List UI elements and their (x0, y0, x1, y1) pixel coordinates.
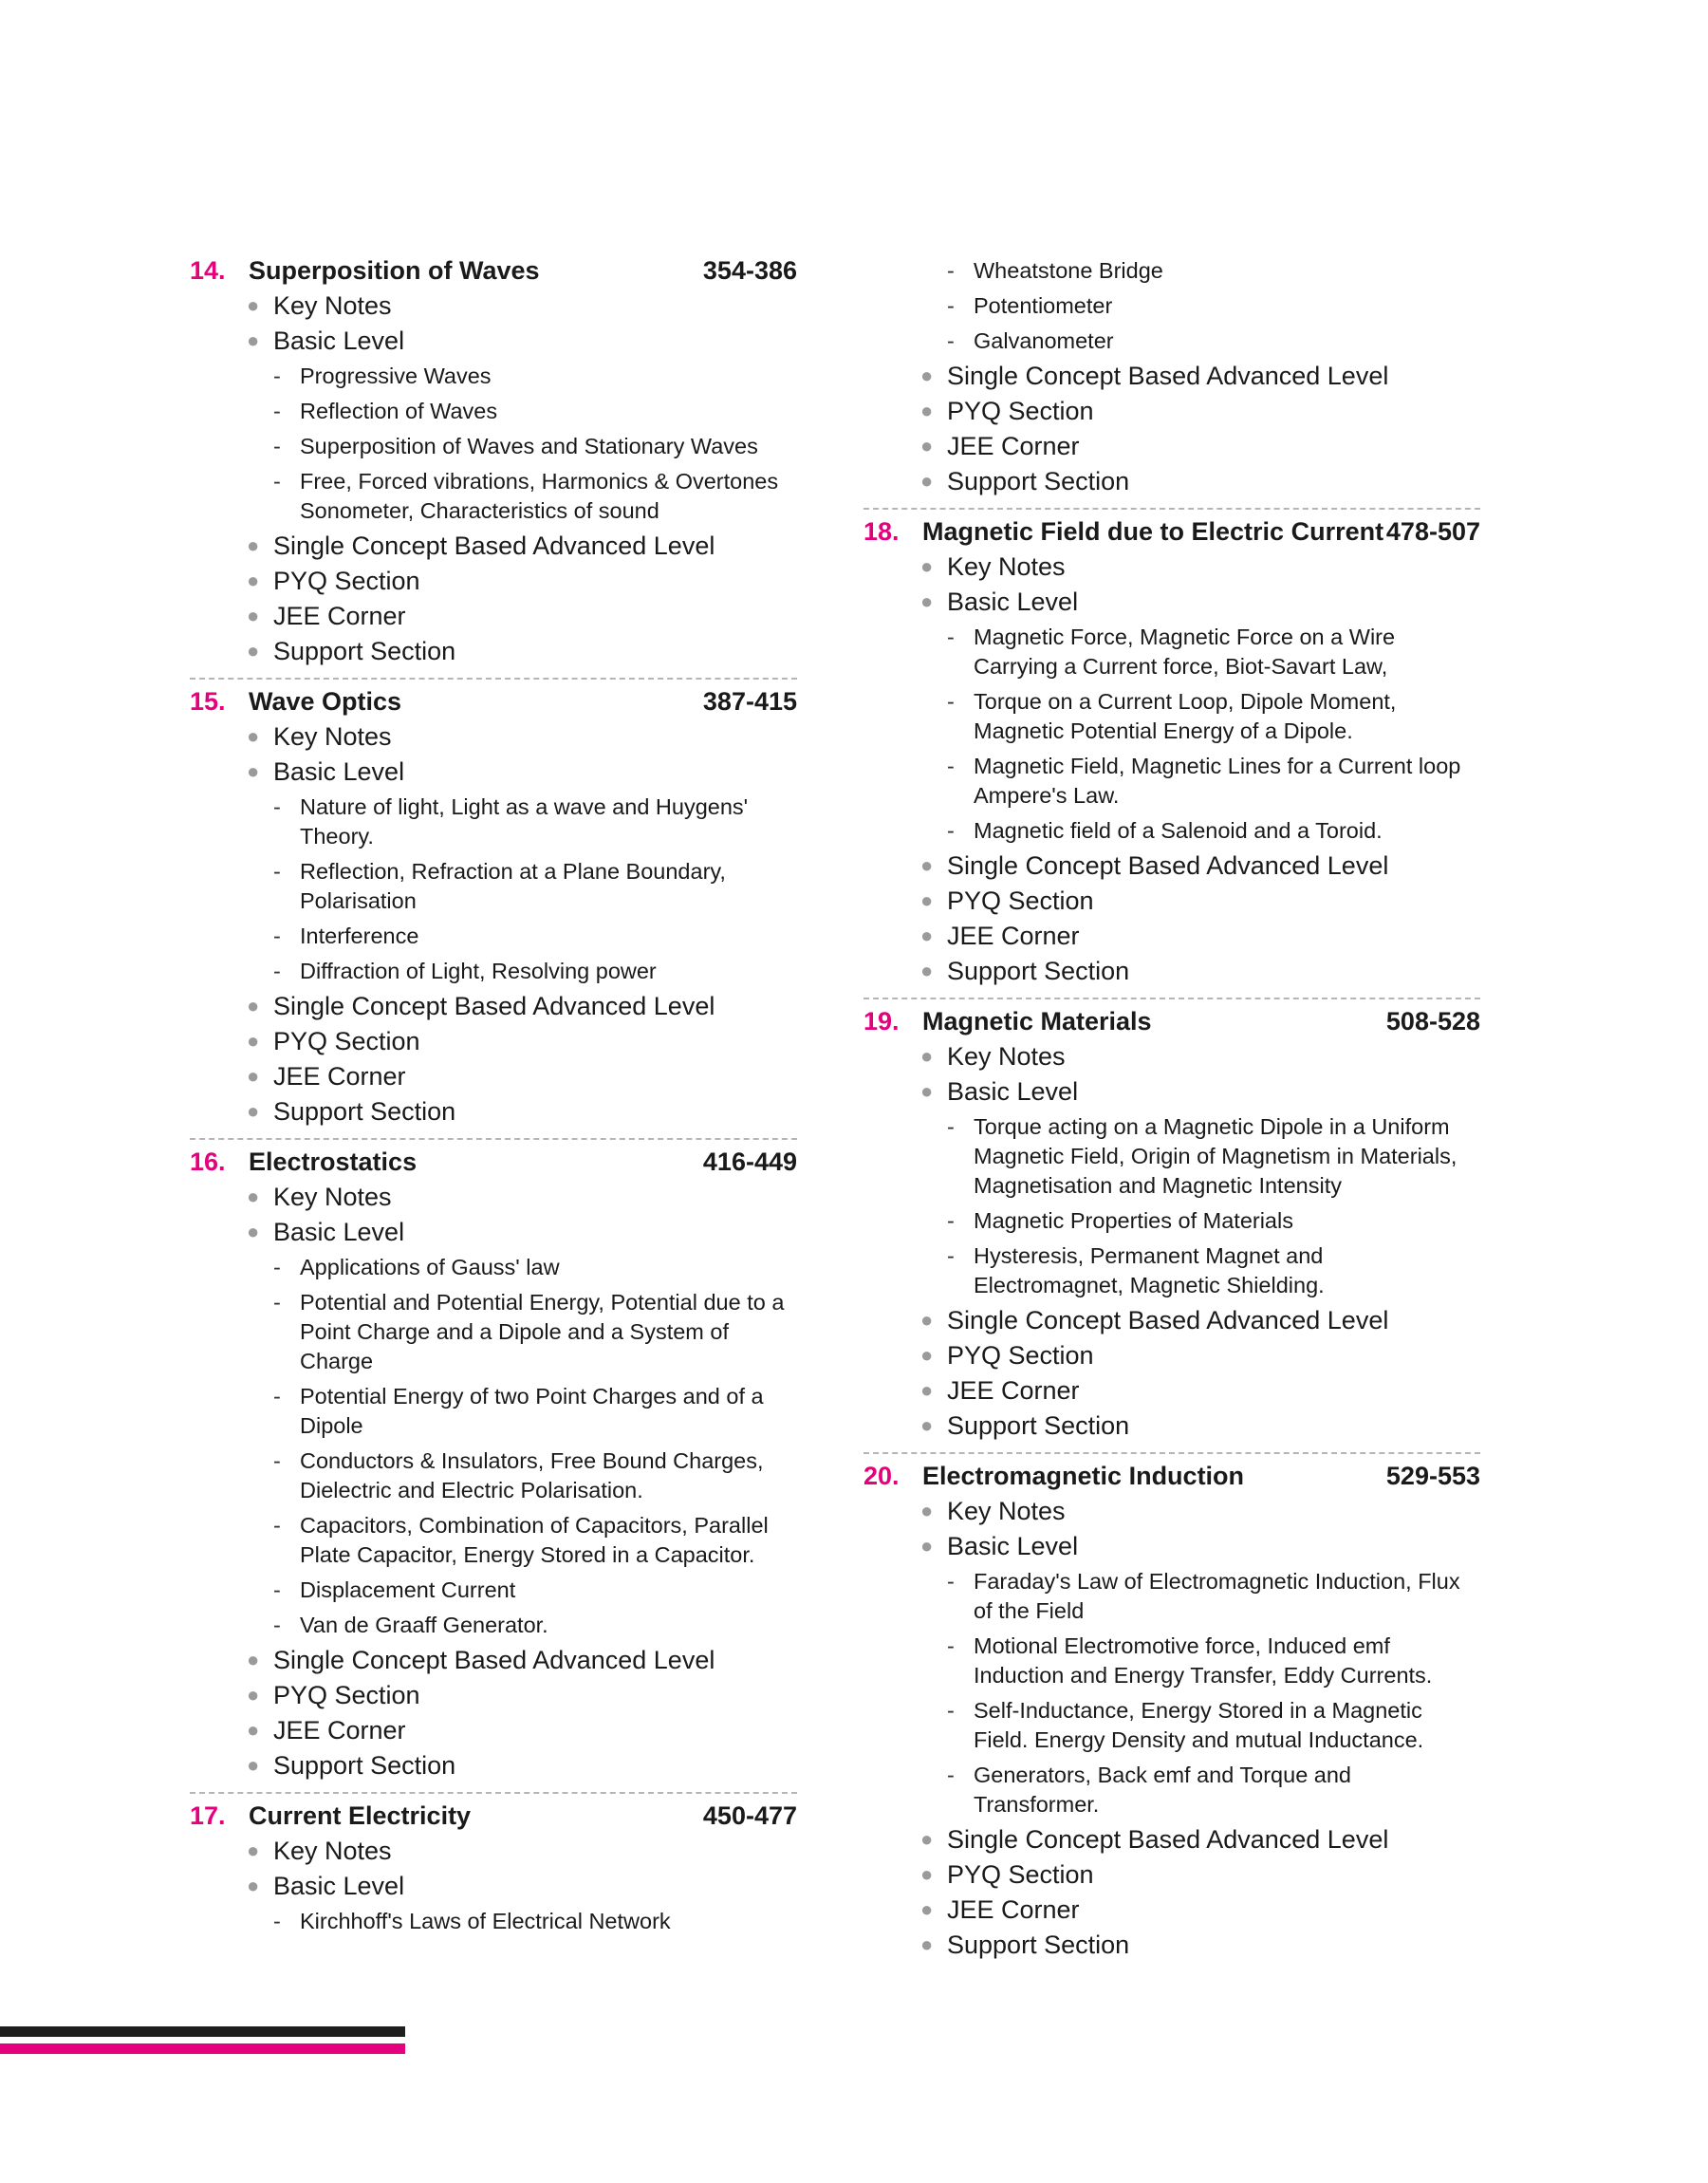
sub-topic-list (247, 1907, 797, 1936)
bullet-item (920, 1895, 1480, 1931)
sub-topic (273, 432, 797, 461)
bullet-label: Support Section (273, 1097, 456, 1126)
bullet-label: Key Notes (947, 1497, 1066, 1525)
chapter-items (863, 552, 1480, 992)
bullet-dot-icon: ● (920, 1079, 934, 1103)
bullet-item (920, 1376, 1480, 1411)
bullet-item (920, 1532, 1480, 1567)
bullet-dot-icon: ● (247, 1099, 260, 1123)
bullet-item (920, 1411, 1480, 1446)
sub-topic (273, 1253, 797, 1282)
bullet-label: PYQ Section (273, 1681, 420, 1709)
dash-marker: - (273, 1577, 281, 1602)
sub-topic (273, 467, 797, 526)
chapter-title: Electromagnetic Induction (922, 1462, 1245, 1490)
sub-topic (947, 256, 1480, 286)
sub-topic (947, 623, 1480, 681)
bullet-label: Basic Level (947, 588, 1079, 616)
sub-topic-label: Displacement Current (300, 1577, 516, 1602)
sub-topic (273, 1611, 797, 1640)
bullet-label: Single Concept Based Advanced Level (947, 362, 1389, 390)
sub-topic-label: Motional Electromotive force, Induced emf Induction and Energy Transfer, Eddy Currents. (974, 1633, 1433, 1688)
chapter-title: Superposition of Waves (249, 256, 540, 285)
bullet-item (247, 1097, 797, 1132)
sub-topic-label: Conductors & Insulators, Free Bound Charges, Dielectric and Electric Polarisation. (300, 1448, 764, 1502)
bullet-item (920, 851, 1480, 886)
bullet-label: Support Section (947, 957, 1130, 985)
sub-topic (273, 1907, 797, 1936)
bullet-label: Basic Level (273, 757, 405, 786)
bullet-dot-icon: ● (920, 1827, 934, 1851)
bullet-dot-icon: ● (247, 533, 260, 557)
bullet-label: Single Concept Based Advanced Level (947, 1306, 1389, 1334)
bullet-label: Key Notes (273, 1183, 392, 1211)
sub-topic (273, 793, 797, 851)
sub-topic (947, 1632, 1480, 1690)
sub-topic (947, 816, 1480, 846)
dash-marker: - (947, 625, 955, 649)
sub-topic-label: Torque on a Current Loop, Dipole Moment, Magnetic Potential Energy of a Dipole. (974, 689, 1397, 743)
bullet-item (920, 1042, 1480, 1077)
sub-topic-label: Nature of light, Light as a wave and Huygens' Theory. (300, 794, 749, 849)
bullet-dot-icon: ● (247, 1683, 260, 1707)
bullet-item (920, 1497, 1480, 1532)
dash-marker: - (273, 1448, 281, 1473)
dash-marker: - (947, 1569, 955, 1594)
chapter-entry (863, 998, 1480, 1446)
sub-topic-label: Capacitors, Combination of Capacitors, Parallel Plate Capacitor, Energy Stored in a Capacitor. (300, 1513, 769, 1567)
dash-marker: - (947, 689, 955, 714)
dash-marker: - (947, 1763, 955, 1787)
dash-marker: - (273, 924, 281, 948)
bullet-item (920, 1931, 1480, 1966)
sub-topic-label: Van de Graaff Generator. (300, 1613, 548, 1637)
sub-topic (273, 397, 797, 426)
bullet-label: JEE Corner (947, 922, 1080, 950)
sub-topic (947, 1696, 1480, 1755)
bullet-dot-icon: ● (920, 1044, 934, 1068)
bullet-dot-icon: ● (920, 399, 934, 422)
dash-marker: - (947, 328, 955, 353)
bullet-dot-icon: ● (920, 888, 934, 912)
bullet-dot-icon: ● (247, 1185, 260, 1208)
bullet-dot-icon: ● (920, 1897, 934, 1921)
bullet-label: Basic Level (947, 1077, 1079, 1106)
bullet-dot-icon: ● (247, 1064, 260, 1088)
bullet-dot-icon: ● (247, 569, 260, 592)
bullet-label: Single Concept Based Advanced Level (947, 851, 1389, 880)
chapter-heading (190, 1801, 797, 1837)
sub-topic (273, 1382, 797, 1441)
dash-marker: - (947, 1114, 955, 1139)
chapter-items (190, 1837, 797, 1936)
bullet-item (247, 1837, 797, 1872)
sub-topic-label: Free, Forced vibrations, Harmonics & Overtones Sonometer, Characteristics of sound (300, 469, 779, 523)
bullet-dot-icon: ● (920, 924, 934, 947)
chapter-number: 20. (863, 1462, 900, 1490)
bullet-item (247, 722, 797, 757)
bullet-label: Key Notes (273, 1837, 392, 1865)
dash-marker: - (273, 1290, 281, 1315)
bullet-label: Key Notes (947, 552, 1066, 581)
bullet-label: Basic Level (947, 1532, 1079, 1560)
sub-topic-label: Reflection of Waves (300, 399, 498, 423)
chapter-title: Current Electricity (249, 1801, 472, 1830)
chapter-title: Electrostatics (249, 1147, 418, 1176)
bullet-dot-icon: ● (247, 994, 260, 1017)
bullet-item (920, 467, 1480, 502)
bullet-label: Support Section (947, 1931, 1130, 1959)
bullet-item (920, 1341, 1480, 1376)
bullet-label: JEE Corner (947, 432, 1080, 460)
sub-topic (273, 922, 797, 951)
sub-topic (947, 1567, 1480, 1626)
sub-topic-label: Magnetic Force, Magnetic Force on a Wire Carrying a Current force, Biot-Savart Law, (974, 625, 1396, 679)
bullet-item (247, 637, 797, 672)
bullet-item (920, 1860, 1480, 1895)
bullet-label: Single Concept Based Advanced Level (273, 532, 715, 560)
chapter-number: 14. (190, 256, 226, 285)
chapter-heading (190, 256, 797, 291)
bullet-item (247, 327, 797, 362)
bullet-dot-icon: ● (920, 589, 934, 613)
chapter-heading (863, 1007, 1480, 1042)
bullet-item (247, 1183, 797, 1218)
sub-topic (947, 1241, 1480, 1300)
bullet-item (247, 1062, 797, 1097)
dash-marker: - (273, 959, 281, 983)
chapter-heading (190, 1147, 797, 1183)
chapter-continuation (863, 256, 1480, 502)
bullet-label: Basic Level (273, 327, 405, 355)
chapter-title: Magnetic Materials (922, 1007, 1152, 1036)
bullet-label: PYQ Section (947, 397, 1094, 425)
dash-marker: - (273, 1613, 281, 1637)
sub-topic-list (920, 1112, 1480, 1300)
bullet-label: JEE Corner (947, 1376, 1080, 1405)
bullet-label: PYQ Section (947, 886, 1094, 915)
sub-topic-label: Potential and Potential Energy, Potential due to a Point Charge and a Dipole and a System of Charge (300, 1290, 785, 1373)
chapter-pages: 529-553 (1385, 1462, 1480, 1490)
dash-marker: - (273, 1255, 281, 1279)
chapter-pages: 354-386 (702, 256, 797, 285)
sub-topic-label: Wheatstone Bridge (974, 258, 1163, 283)
sub-topic (273, 362, 797, 391)
bullet-item (920, 362, 1480, 397)
sub-topic (273, 1446, 797, 1505)
sub-topic-label: Magnetic Properties of Materials (974, 1208, 1293, 1233)
chapter-entry (190, 256, 797, 672)
bullet-item (920, 922, 1480, 957)
dash-marker: - (947, 293, 955, 318)
chapter-items (863, 1042, 1480, 1446)
dash-marker: - (947, 1243, 955, 1268)
bullet-dot-icon: ● (920, 959, 934, 982)
bullet-dot-icon: ● (920, 1499, 934, 1522)
bullet-item (920, 552, 1480, 588)
sub-topic-label: Potentiometer (974, 293, 1113, 318)
sub-topic (273, 1288, 797, 1376)
sub-topic-list (247, 1253, 797, 1640)
bullet-dot-icon: ● (247, 1718, 260, 1742)
bullet-dot-icon: ● (247, 1220, 260, 1243)
bullet-item (920, 588, 1480, 623)
chapter-pages: 478-507 (1385, 517, 1480, 546)
bullet-dot-icon: ● (247, 293, 260, 317)
sub-topic-label: Generators, Back emf and Torque and Transformer. (974, 1763, 1351, 1817)
sub-topic-label: Superposition of Waves and Stationary Waves (300, 434, 758, 458)
bullet-item (247, 1646, 797, 1681)
sub-topic-list (920, 623, 1480, 846)
sub-topic-list (247, 793, 797, 986)
sub-topic-label: Diffraction of Light, Resolving power (300, 959, 657, 983)
chapter-pages: 450-477 (702, 1801, 797, 1830)
bullet-item (247, 532, 797, 567)
dash-marker: - (273, 364, 281, 388)
dash-marker: - (273, 469, 281, 494)
bullet-item (247, 567, 797, 602)
sub-topic (273, 1576, 797, 1605)
bullet-dot-icon: ● (920, 853, 934, 877)
bullet-dot-icon: ● (247, 604, 260, 627)
sub-topic (273, 1511, 797, 1570)
dash-marker: - (947, 1208, 955, 1233)
dash-marker: - (273, 1909, 281, 1933)
bullet-item (247, 1218, 797, 1253)
bullet-dot-icon: ● (247, 1753, 260, 1777)
bullet-label: Single Concept Based Advanced Level (273, 1646, 715, 1674)
bullet-label: PYQ Section (273, 567, 420, 595)
chapter-items (190, 1183, 797, 1786)
chapter-entry (190, 678, 797, 1132)
bullet-item (920, 957, 1480, 992)
dash-marker: - (273, 859, 281, 884)
sub-topic-label: Magnetic Field, Magnetic Lines for a Current loop Ampere's Law. (974, 754, 1461, 808)
sub-topic-label: Reflection, Refraction at a Plane Boundary, Polarisation (300, 859, 726, 913)
bullet-item (920, 1077, 1480, 1112)
sub-topic-label: Galvanometer (974, 328, 1114, 353)
bullet-dot-icon: ● (920, 434, 934, 457)
bullet-dot-icon: ● (920, 1932, 934, 1956)
bullet-dot-icon: ● (920, 1343, 934, 1367)
chapter-items (863, 362, 1480, 502)
sub-topic-label: Potential Energy of two Point Charges and of a Dipole (300, 1384, 764, 1438)
bullet-dot-icon: ● (920, 554, 934, 578)
bullet-item (247, 1751, 797, 1786)
footer-bar-black (0, 2026, 405, 2037)
dash-marker: - (273, 794, 281, 819)
bullet-item (247, 291, 797, 327)
bullet-label: Support Section (947, 467, 1130, 495)
sub-topic (947, 327, 1480, 356)
bullet-item (247, 1872, 797, 1907)
sub-topic-label: Magnetic field of a Salenoid and a Toroid. (974, 818, 1383, 843)
bullet-label: JEE Corner (273, 602, 406, 630)
bullet-label: JEE Corner (273, 1062, 406, 1091)
sub-topic-label: Self-Inductance, Energy Stored in a Magnetic Field. Energy Density and mutual Inductance. (974, 1698, 1424, 1752)
bullet-label: Single Concept Based Advanced Level (947, 1825, 1389, 1854)
chapter-number: 17. (190, 1801, 226, 1830)
right-column (863, 256, 1480, 1966)
bullet-dot-icon: ● (920, 1378, 934, 1402)
dash-marker: - (273, 434, 281, 458)
chapter-entry (863, 1452, 1480, 1966)
sub-topic (947, 291, 1480, 321)
sub-topic (947, 687, 1480, 746)
sub-topic (947, 1206, 1480, 1236)
chapter-pages: 508-528 (1385, 1007, 1480, 1036)
bullet-dot-icon: ● (247, 328, 260, 352)
chapter-items (190, 291, 797, 672)
dash-marker: - (947, 754, 955, 778)
dash-marker: - (273, 399, 281, 423)
bullet-dot-icon: ● (920, 1308, 934, 1332)
dash-marker: - (273, 1384, 281, 1409)
bullet-label: Basic Level (273, 1872, 405, 1900)
bullet-label: JEE Corner (947, 1895, 1080, 1924)
bullet-item (247, 757, 797, 793)
sub-topic-label: Progressive Waves (300, 364, 492, 388)
sub-topic-list (247, 362, 797, 526)
sub-topic (947, 1761, 1480, 1819)
chapter-heading (863, 517, 1480, 552)
sub-topic (947, 752, 1480, 811)
sub-topic-label: Faraday's Law of Electromagnetic Induction, Flux of the Field (974, 1569, 1460, 1623)
bullet-label: PYQ Section (273, 1027, 420, 1055)
chapter-title: Magnetic Field due to Electric Current (922, 517, 1384, 546)
bullet-dot-icon: ● (247, 1029, 260, 1053)
bullet-item (247, 992, 797, 1027)
bullet-dot-icon: ● (247, 1648, 260, 1671)
bullet-label: Key Notes (947, 1042, 1066, 1071)
sub-topic-label: Interference (300, 924, 419, 948)
sub-topic (273, 857, 797, 916)
bullet-label: Support Section (273, 637, 456, 665)
chapter-number: 16. (190, 1147, 226, 1176)
chapter-pages: 416-449 (702, 1147, 797, 1176)
bullet-item (920, 397, 1480, 432)
dash-marker: - (273, 1513, 281, 1538)
bullet-dot-icon: ● (247, 1874, 260, 1897)
dash-marker: - (947, 818, 955, 843)
bullet-item (247, 1716, 797, 1751)
sub-topic-label: Torque acting on a Magnetic Dipole in a Uniform Magnetic Field, Origin of Magnetism in Materials, Magnetisation and Magnetic Intensity (974, 1114, 1457, 1198)
chapter-entry (190, 1138, 797, 1786)
bullet-label: PYQ Section (947, 1860, 1094, 1889)
bullet-label: Support Section (947, 1411, 1130, 1440)
chapter-number: 18. (863, 517, 900, 546)
bullet-label: Basic Level (273, 1218, 405, 1246)
bullet-item (920, 432, 1480, 467)
chapter-items (863, 1497, 1480, 1966)
bullet-dot-icon: ● (247, 724, 260, 748)
bullet-dot-icon: ● (247, 1838, 260, 1862)
sub-topic (947, 1112, 1480, 1201)
bullet-dot-icon: ● (920, 469, 934, 493)
bullet-dot-icon: ● (920, 1862, 934, 1886)
bullet-item (920, 1306, 1480, 1341)
chapter-number: 19. (863, 1007, 900, 1036)
bullet-dot-icon: ● (247, 759, 260, 783)
bullet-label: Key Notes (273, 291, 392, 320)
bullet-item (247, 602, 797, 637)
footer-bar-pink (0, 2043, 405, 2054)
bullet-item (247, 1681, 797, 1716)
dash-marker: - (947, 258, 955, 283)
sub-topic-label: Kirchhoff's Laws of Electrical Network (300, 1909, 671, 1933)
bullet-dot-icon: ● (920, 1413, 934, 1437)
bullet-item (247, 1027, 797, 1062)
chapter-entry (190, 1792, 797, 1936)
bullet-dot-icon: ● (920, 364, 934, 387)
left-column (190, 256, 797, 1942)
chapter-pages: 387-415 (702, 687, 797, 716)
chapter-title: Wave Optics (249, 687, 402, 716)
sub-topic-list (920, 1567, 1480, 1819)
bullet-dot-icon: ● (920, 1534, 934, 1558)
chapter-entry (863, 508, 1480, 992)
sub-topic-label: Hysteresis, Permanent Magnet and Electromagnet, Magnetic Shielding. (974, 1243, 1325, 1297)
bullet-dot-icon: ● (247, 639, 260, 662)
chapter-number: 15. (190, 687, 226, 716)
sub-topic (273, 957, 797, 986)
bullet-label: Single Concept Based Advanced Level (273, 992, 715, 1020)
bullet-label: Support Section (273, 1751, 456, 1780)
chapter-items (190, 722, 797, 1132)
dash-marker: - (947, 1633, 955, 1658)
bullet-item (920, 886, 1480, 922)
sub-topic-label: Applications of Gauss' law (300, 1255, 560, 1279)
bullet-label: PYQ Section (947, 1341, 1094, 1370)
chapter-heading (190, 687, 797, 722)
sub-topic-list (863, 256, 1480, 356)
bullet-label: JEE Corner (273, 1716, 406, 1745)
bullet-item (920, 1825, 1480, 1860)
dash-marker: - (947, 1698, 955, 1723)
chapter-heading (863, 1462, 1480, 1497)
bullet-label: Key Notes (273, 722, 392, 751)
